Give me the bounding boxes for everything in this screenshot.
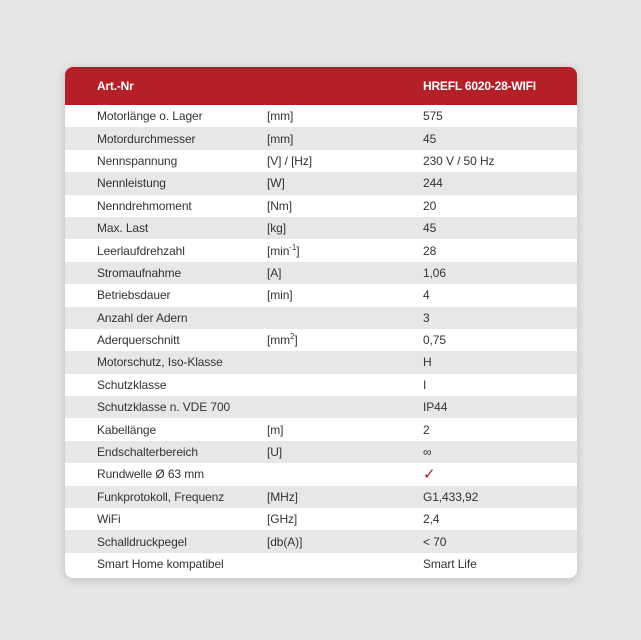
table-row: [65, 150, 577, 172]
row-unit: [267, 288, 423, 302]
row-unit: [267, 244, 423, 258]
table-body: [65, 105, 577, 575]
table-row: [65, 105, 577, 127]
row-label: Endschalterbereich: [97, 445, 198, 460]
row-label: Schutzklasse: [97, 377, 167, 392]
unit-text: [mm]: [267, 131, 294, 146]
row-unit: [267, 333, 423, 347]
table-row: [65, 262, 577, 284]
row-value: 45: [423, 221, 437, 236]
row-value: H: [423, 355, 432, 370]
row-value: IP44: [423, 400, 448, 415]
unit-text: [min]: [267, 288, 293, 303]
unit-text: [m]: [267, 422, 284, 437]
unit-end: ]: [294, 333, 298, 348]
table-row: [65, 486, 577, 508]
row-unit: [267, 199, 423, 213]
table-row: [65, 307, 577, 329]
unit-text: [W]: [267, 176, 285, 191]
row-label: Motorschutz, Iso-Klasse: [97, 355, 223, 370]
row-label: Stromaufnahme: [97, 265, 182, 280]
row-label: Nenndrehmoment: [97, 198, 192, 213]
row-value: < 70: [423, 534, 447, 549]
table-row: [65, 127, 577, 149]
table-bottom-padding: [65, 575, 577, 578]
row-label: Leerlaufdrehzahl: [97, 243, 185, 258]
row-label: Kabellänge: [97, 422, 157, 437]
row-unit: [267, 423, 423, 437]
unit-text: [Nm]: [267, 198, 292, 213]
row-label: Smart Home kompatibel: [97, 557, 224, 571]
row-unit: [267, 221, 423, 235]
table-row: [65, 284, 577, 306]
row-unit: [267, 109, 423, 123]
row-label: Rundwelle Ø 63 mm: [97, 467, 205, 482]
row-unit: [267, 266, 423, 280]
row-value: 230 V / 50 Hz: [423, 153, 495, 168]
header-value: HREFL 6020-28-WIFI: [423, 79, 536, 93]
table-row: [65, 329, 577, 351]
row-label: WiFi: [97, 512, 121, 527]
unit-text: [min: [267, 243, 290, 258]
row-value: G1,433,92: [423, 489, 479, 504]
row-label: Aderquerschnitt: [97, 333, 180, 348]
unit-text: [GHz]: [267, 512, 298, 527]
row-unit: [267, 535, 423, 549]
row-value: 20: [423, 198, 437, 213]
row-value: 0,75: [423, 333, 446, 348]
row-value: ∞: [423, 445, 432, 460]
row-label: Motorlänge o. Lager: [97, 109, 203, 124]
table-row: [65, 508, 577, 530]
row-unit: [267, 154, 423, 168]
row-label: Anzahl der Adern: [97, 310, 188, 325]
table-row: [65, 396, 577, 418]
table-row: [65, 172, 577, 194]
row-unit: [267, 512, 423, 526]
table-row: [65, 351, 577, 373]
row-label: Funkprotokoll, Frequenz: [97, 489, 225, 504]
unit-text: [MHz]: [267, 489, 298, 504]
row-label: Nennspannung: [97, 153, 178, 168]
row-unit: [267, 132, 423, 146]
row-value: 28: [423, 243, 437, 258]
table-row: [65, 553, 577, 575]
table-row: [65, 441, 577, 463]
row-value: 2,4: [423, 512, 440, 527]
row-value: I: [423, 377, 427, 392]
table-row: [65, 195, 577, 217]
row-value: 244: [423, 176, 443, 191]
row-label: Motordurchmesser: [97, 131, 196, 146]
table-row: [65, 418, 577, 440]
table-row: [65, 530, 577, 552]
row-label: Schalldruckpegel: [97, 534, 187, 549]
unit-text: [db(A)]: [267, 534, 303, 549]
table-row: [65, 239, 577, 261]
table-header: [65, 67, 577, 105]
table-row: [65, 217, 577, 239]
unit-text: [mm: [267, 333, 291, 348]
row-unit: [267, 490, 423, 504]
row-label: Betriebsdauer: [97, 288, 171, 303]
row-label: Schutzklasse n. VDE 700: [97, 400, 231, 415]
row-unit: [267, 176, 423, 190]
table-row: [65, 374, 577, 396]
row-label: Nennleistung: [97, 176, 166, 191]
row-value: 1,06: [423, 265, 446, 280]
row-value: 2: [423, 422, 430, 437]
unit-text: [U]: [267, 445, 283, 460]
unit-superscript: 2: [290, 332, 295, 342]
row-value: 575: [423, 109, 443, 124]
spec-table: [65, 67, 577, 578]
row-unit: [267, 445, 423, 459]
row-value: 4: [423, 288, 430, 303]
header-label: Art.-Nr: [97, 79, 134, 93]
unit-text: [kg]: [267, 221, 286, 236]
row-value: Smart Life: [423, 557, 477, 571]
table-row: [65, 463, 577, 485]
unit-superscript: -1: [289, 242, 297, 252]
checkmark-icon: ✓: [423, 465, 436, 483]
row-label: Max. Last: [97, 221, 149, 236]
unit-end: ]: [296, 243, 300, 258]
row-value: 3: [423, 310, 430, 325]
unit-text: [mm]: [267, 109, 294, 124]
row-value: 45: [423, 131, 437, 146]
unit-text: [A]: [267, 265, 282, 280]
unit-text: [V] / [Hz]: [267, 153, 313, 168]
